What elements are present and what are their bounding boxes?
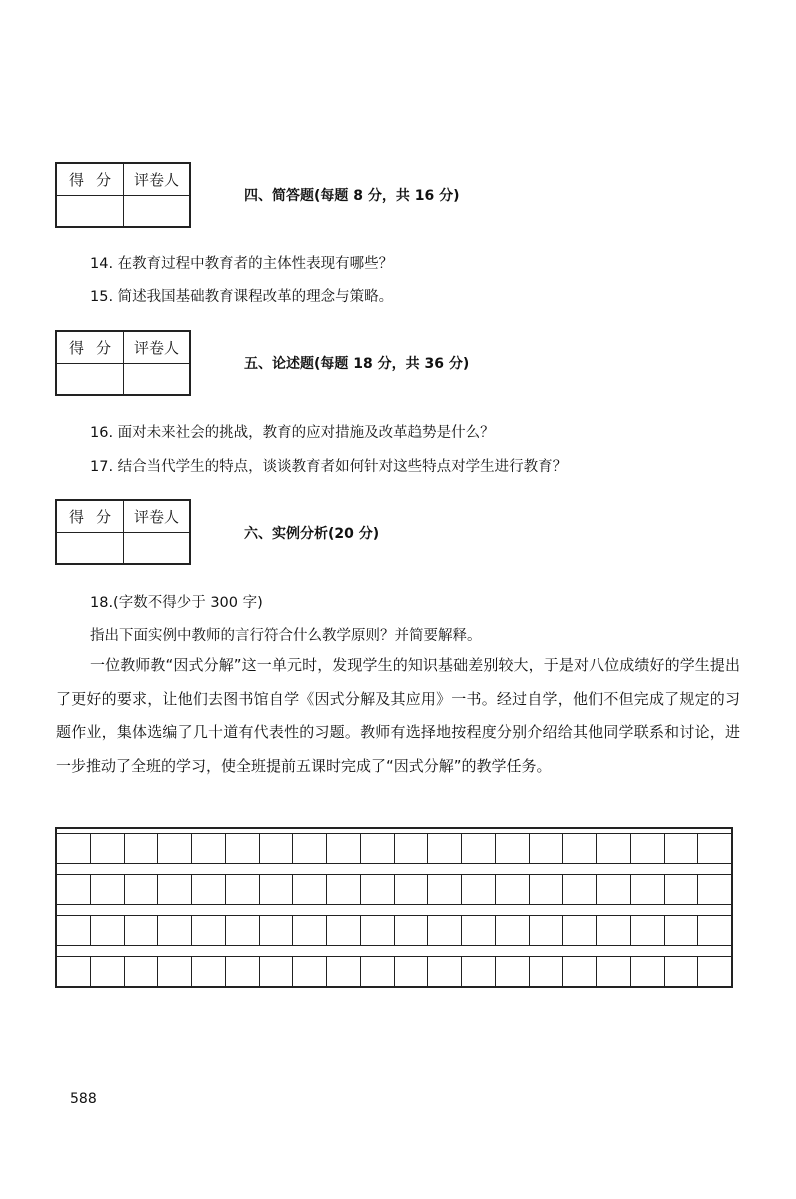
answer-grid-cell[interactable] [563,957,597,986]
answer-grid-cell[interactable] [530,834,564,863]
question-16: 16. 面对未来社会的挑战，教育的应对措施及改革趋势是什么？ [90,425,495,441]
section-title-5: 五、论述题(每题 18 分，共 36 分) [244,356,470,372]
answer-grid-row [57,956,731,987]
answer-grid-cell[interactable] [597,916,631,945]
answer-grid-cell[interactable] [293,957,327,986]
case-paragraph: 一位教师教“因式分解”这一单元时，发现学生的知识基础差别较大，于是对八位成绩好的学生提出了更好的要求，让他们去图书馆自学《因式分解及其应用》一书。经过自学，他们不但完成了规定的习题作业，集体选编了几十道有代表性的习题。教师有选择地按程度分别介绍给其他同学联系和讨论，进一步推动了全班的学习，使全班提前五课时完成了“因式分解”的教学任务。 [56,656,740,775]
answer-grid-cell[interactable] [631,916,665,945]
answer-grid-cell[interactable] [361,916,395,945]
answer-grid-cell[interactable] [462,916,496,945]
answer-grid-cell[interactable] [597,834,631,863]
answer-grid-cell[interactable] [125,957,159,986]
answer-grid-cell[interactable] [91,957,125,986]
answer-grid-cell[interactable] [226,834,260,863]
answer-grid-cell[interactable] [293,875,327,904]
answer-grid-cell[interactable] [260,916,294,945]
answer-grid-cell[interactable] [395,957,429,986]
answer-grid-cell[interactable] [631,875,665,904]
answer-grid-cell[interactable] [428,834,462,863]
answer-grid-cell[interactable] [327,875,361,904]
answer-grid-row [57,915,731,946]
section-title-6: 六、实例分析(20 分) [244,526,380,542]
answer-grid-cell[interactable] [428,957,462,986]
answer-grid-cell[interactable] [57,834,91,863]
question-15: 15. 简述我国基础教育课程改革的理念与策略。 [90,289,394,305]
answer-grid-cell[interactable] [158,916,192,945]
answer-grid-cell[interactable] [665,875,699,904]
answer-grid-cell[interactable] [597,957,631,986]
answer-grid-cell[interactable] [158,875,192,904]
answer-grid-cell[interactable] [631,834,665,863]
question-18: 18.(字数不得少于 300 字) [90,595,263,611]
score-cell[interactable] [57,196,124,226]
answer-grid-cell[interactable] [597,875,631,904]
score-cell[interactable] [57,364,124,394]
answer-grid-cell[interactable] [361,957,395,986]
answer-grid-cell[interactable] [496,957,530,986]
answer-grid-cell[interactable] [158,834,192,863]
answer-grid-cell[interactable] [428,875,462,904]
grader-label: 评卷人 [124,164,189,196]
answer-grid-cell[interactable] [260,834,294,863]
answer-grid-cell[interactable] [665,916,699,945]
question-17: 17. 结合当代学生的特点，谈谈教育者如何针对这些特点对学生进行教育？ [90,459,568,475]
answer-grid-cell[interactable] [327,916,361,945]
answer-grid[interactable] [55,827,733,988]
answer-grid-cell[interactable] [361,834,395,863]
answer-grid-cell[interactable] [91,916,125,945]
answer-grid-cell[interactable] [563,916,597,945]
answer-grid-cell[interactable] [226,875,260,904]
answer-grid-cell[interactable] [395,875,429,904]
answer-grid-cell[interactable] [361,875,395,904]
score-label: 得分 [57,501,124,533]
answer-grid-cell[interactable] [192,875,226,904]
answer-grid-cell[interactable] [462,875,496,904]
answer-grid-cell[interactable] [395,916,429,945]
answer-grid-cell[interactable] [563,875,597,904]
answer-grid-cell[interactable] [192,834,226,863]
answer-grid-cell[interactable] [57,875,91,904]
answer-grid-cell[interactable] [57,916,91,945]
grader-cell[interactable] [124,196,189,226]
question-14: 14. 在教育过程中教育者的主体性表现有哪些？ [90,256,394,272]
score-cell[interactable] [57,533,124,563]
page-number: 588 [70,1091,97,1107]
answer-grid-cell[interactable] [327,957,361,986]
score-box-section-4 [55,162,191,228]
answer-grid-cell[interactable] [698,957,731,986]
answer-grid-cell[interactable] [563,834,597,863]
answer-grid-cell[interactable] [496,916,530,945]
answer-grid-cell[interactable] [91,875,125,904]
answer-grid-cell[interactable] [158,957,192,986]
answer-grid-cell[interactable] [631,957,665,986]
answer-grid-cell[interactable] [57,957,91,986]
grader-label: 评卷人 [124,501,189,533]
answer-grid-cell[interactable] [698,916,731,945]
answer-grid-cell[interactable] [496,875,530,904]
answer-grid-cell[interactable] [260,875,294,904]
answer-grid-cell[interactable] [226,916,260,945]
answer-grid-cell[interactable] [293,834,327,863]
answer-grid-cell[interactable] [698,834,731,863]
score-box-section-6 [55,499,191,565]
answer-grid-cell[interactable] [192,957,226,986]
answer-grid-cell[interactable] [395,834,429,863]
answer-grid-cell[interactable] [665,957,699,986]
answer-grid-cell[interactable] [192,916,226,945]
answer-grid-cell[interactable] [91,834,125,863]
answer-grid-cell[interactable] [260,957,294,986]
answer-grid-cell[interactable] [293,916,327,945]
score-label: 得分 [57,332,124,364]
answer-grid-cell[interactable] [462,834,496,863]
answer-grid-cell[interactable] [226,957,260,986]
answer-grid-cell[interactable] [698,875,731,904]
answer-grid-cell[interactable] [125,834,159,863]
answer-grid-cell[interactable] [665,834,699,863]
answer-grid-row [57,833,731,864]
grader-cell[interactable] [124,533,189,563]
answer-grid-cell[interactable] [428,916,462,945]
answer-grid-cell[interactable] [125,916,159,945]
answer-grid-row [57,874,731,905]
answer-grid-cell[interactable] [530,875,564,904]
score-label: 得分 [57,164,124,196]
grader-label: 评卷人 [124,332,189,364]
answer-grid-cell[interactable] [327,834,361,863]
answer-grid-cell[interactable] [530,916,564,945]
answer-grid-cell[interactable] [530,957,564,986]
answer-grid-cell[interactable] [462,957,496,986]
answer-grid-cell[interactable] [496,834,530,863]
section-title-4: 四、简答题(每题 8 分，共 16 分) [244,188,460,204]
answer-grid-cell[interactable] [125,875,159,904]
grader-cell[interactable] [124,364,189,394]
question-18-prompt: 指出下面实例中教师的言行符合什么教学原则？并简要解释。 [90,628,482,644]
score-box-section-5 [55,330,191,396]
